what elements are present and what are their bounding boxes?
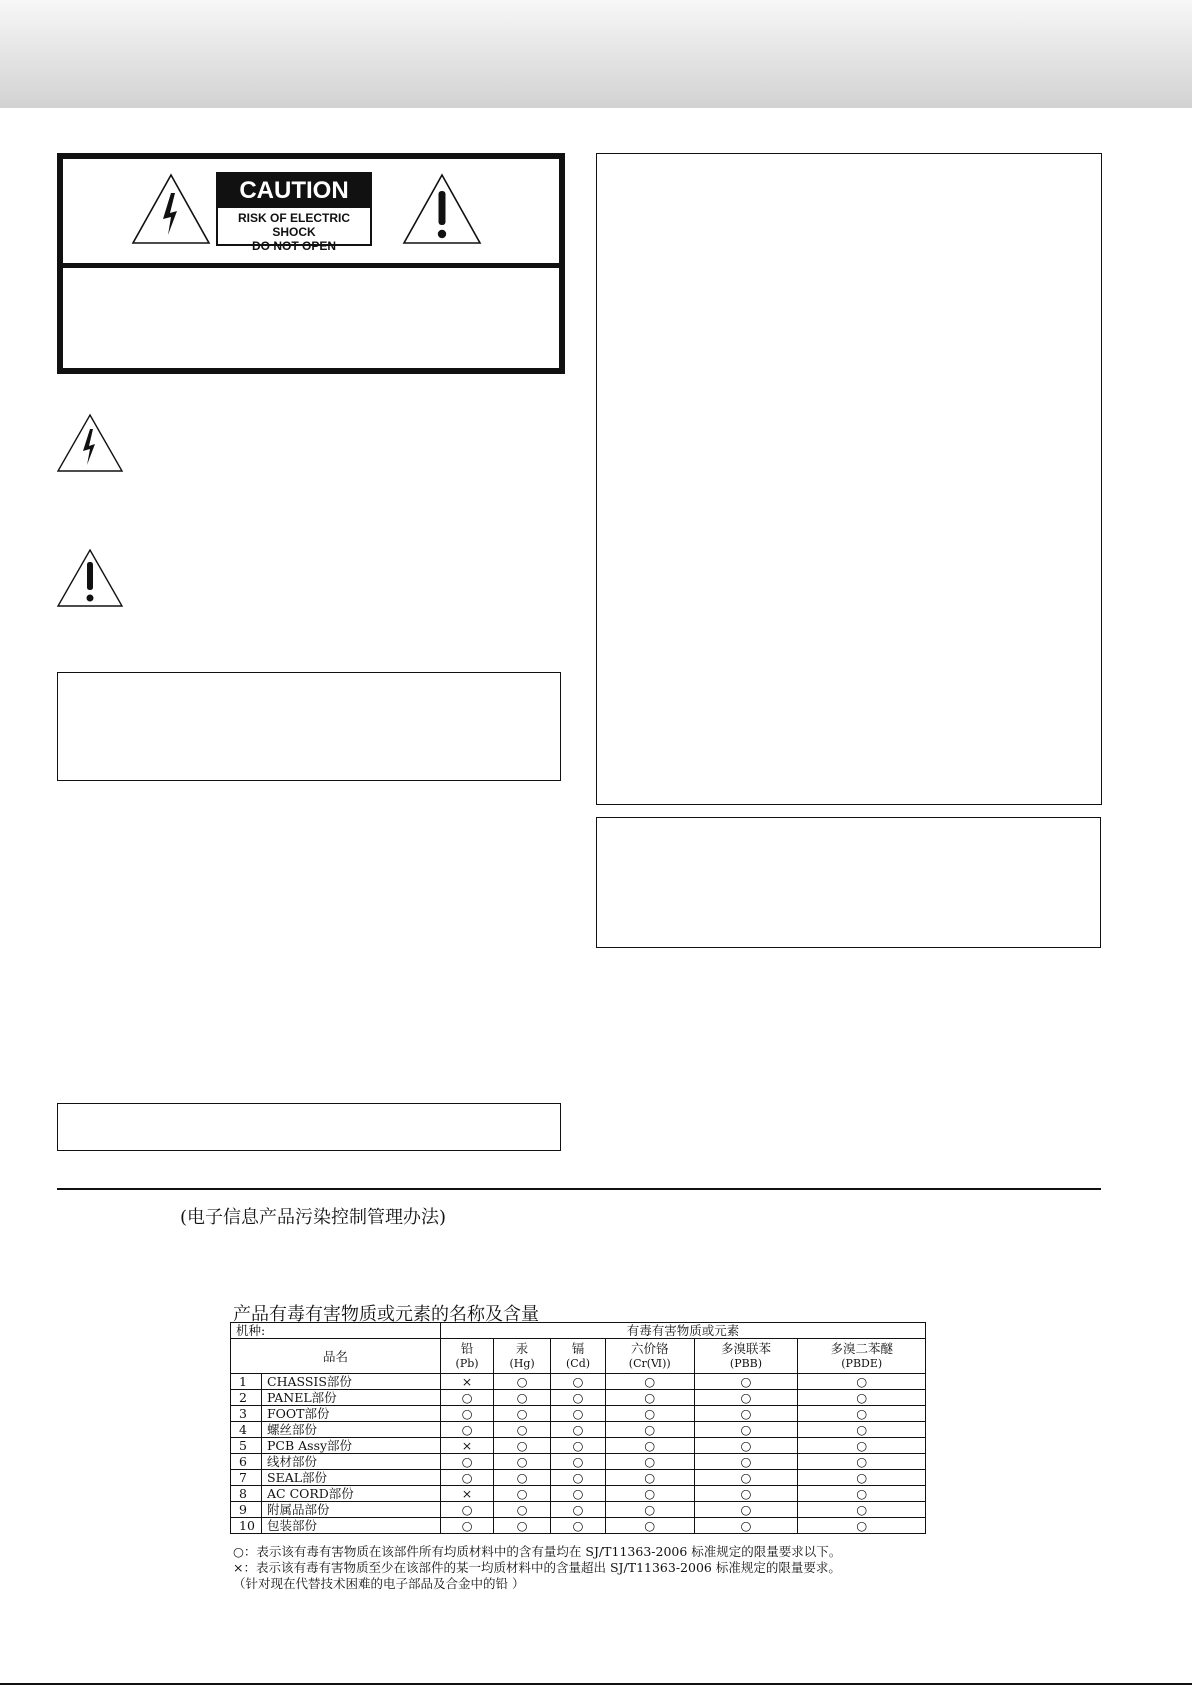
substance-column-header — [694, 1339, 798, 1374]
substance-mark: ○ — [441, 1406, 494, 1422]
exclamation-warning-icon — [402, 173, 482, 245]
hazard-table-title: 产品有毒有害物质或元素的名称及含量 — [233, 1304, 539, 1325]
substance-column-header — [798, 1339, 926, 1374]
substance-name: 多溴联苯 — [720, 1341, 771, 1356]
substance-mark: ○ — [694, 1470, 798, 1486]
part-name: PANEL部份 — [262, 1390, 441, 1406]
row-number: 7 — [231, 1470, 262, 1486]
substance-mark: ○ — [551, 1374, 606, 1390]
substance-mark: ○ — [694, 1502, 798, 1518]
substance-mark: ○ — [494, 1390, 551, 1406]
part-name: FOOT部份 — [262, 1406, 441, 1422]
substance-mark: ○ — [605, 1390, 694, 1406]
substance-column-header — [605, 1339, 694, 1374]
substance-mark: ○ — [494, 1406, 551, 1422]
substance-column-header — [551, 1339, 606, 1374]
right-lower-notice-box — [596, 817, 1101, 948]
substance-mark: ○ — [694, 1518, 798, 1534]
right-notice-box — [596, 153, 1102, 805]
caution-warning-box — [57, 153, 565, 374]
substance-mark: ○ — [551, 1470, 606, 1486]
row-number: 10 — [231, 1518, 262, 1534]
substance-mark: ○ — [551, 1502, 606, 1518]
substance-mark: ○ — [605, 1502, 694, 1518]
substance-mark: ○ — [605, 1422, 694, 1438]
table-row — [231, 1390, 926, 1406]
part-name: 附属品部份 — [262, 1502, 441, 1518]
lightning-symbol-icon — [56, 413, 124, 473]
substance-group-header: 有毒有害物质或元素 — [441, 1323, 926, 1339]
table-row — [231, 1454, 926, 1470]
substance-mark: ○ — [441, 1422, 494, 1438]
substance-mark: ○ — [441, 1470, 494, 1486]
substance-mark: ○ — [551, 1518, 606, 1534]
substance-mark: ○ — [441, 1518, 494, 1534]
substance-mark: ○ — [494, 1502, 551, 1518]
part-name: CHASSIS部份 — [262, 1374, 441, 1390]
substance-mark: ○ — [694, 1486, 798, 1502]
left-notice-box — [57, 672, 561, 781]
substance-mark: ○ — [441, 1502, 494, 1518]
caution-title: CAUTION — [218, 174, 370, 208]
caution-label — [216, 172, 372, 253]
part-name: PCB Assy部份 — [262, 1438, 441, 1454]
substance-mark: ○ — [605, 1438, 694, 1454]
row-number: 9 — [231, 1502, 262, 1518]
lightning-warning-icon — [131, 173, 211, 245]
substance-name: 铅 — [460, 1341, 474, 1356]
table-row — [231, 1374, 926, 1390]
footnote-cross: ×：表示该有毒有害物质至少在该部件的某一均质材料中的含量超出 SJ/T11363-2006 标准规定的限量要求。 — [233, 1560, 841, 1575]
row-number: 8 — [231, 1486, 262, 1502]
table-row — [231, 1422, 926, 1438]
substance-mark: ○ — [605, 1406, 694, 1422]
substance-mark: ○ — [798, 1422, 926, 1438]
row-number: 2 — [231, 1390, 262, 1406]
substance-name: 六价铬 — [630, 1341, 669, 1356]
table-header-row — [231, 1323, 926, 1339]
substance-mark: ○ — [494, 1438, 551, 1454]
substance-mark: ○ — [798, 1486, 926, 1502]
substance-name: 镉 — [571, 1341, 585, 1356]
substance-mark: ○ — [551, 1454, 606, 1470]
table-row — [231, 1470, 926, 1486]
substance-symbol: (PBDE) — [841, 1357, 883, 1370]
substance-mark: ○ — [694, 1390, 798, 1406]
substance-mark: ○ — [798, 1518, 926, 1534]
part-name: AC CORD部份 — [262, 1486, 441, 1502]
substance-mark: ○ — [441, 1390, 494, 1406]
substance-mark: ○ — [605, 1518, 694, 1534]
row-number: 3 — [231, 1406, 262, 1422]
row-number: 5 — [231, 1438, 262, 1454]
substance-mark: ○ — [441, 1454, 494, 1470]
substance-symbol: (Pb) — [455, 1357, 479, 1370]
substance-mark: ○ — [798, 1390, 926, 1406]
substance-mark: ○ — [551, 1390, 606, 1406]
substance-name: 多溴二苯醚 — [830, 1341, 893, 1356]
left-small-notice-box — [57, 1103, 561, 1151]
table-row — [231, 1406, 926, 1422]
substance-symbol: (PBB) — [729, 1357, 763, 1370]
substance-mark: ○ — [694, 1374, 798, 1390]
substance-mark: ○ — [551, 1406, 606, 1422]
substance-mark: ○ — [494, 1486, 551, 1502]
substance-symbol: (Cd) — [565, 1357, 591, 1370]
substance-mark: × — [441, 1374, 494, 1390]
hazardous-substance-table — [230, 1322, 926, 1534]
substance-mark: ○ — [694, 1438, 798, 1454]
part-name-header: 品名 — [231, 1339, 441, 1374]
substance-mark: ○ — [798, 1438, 926, 1454]
substance-symbol: (Hg) — [509, 1357, 535, 1370]
substance-name: 汞 — [515, 1341, 529, 1356]
table-footnotes — [233, 1544, 841, 1592]
section-divider — [57, 1188, 1101, 1190]
substance-mark: ○ — [798, 1406, 926, 1422]
substance-mark: ○ — [494, 1470, 551, 1486]
table-row — [231, 1486, 926, 1502]
substance-column-header — [441, 1339, 494, 1374]
caution-label-row — [63, 159, 559, 268]
substance-mark: ○ — [605, 1374, 694, 1390]
substance-mark: ○ — [798, 1374, 926, 1390]
substance-mark: ○ — [494, 1518, 551, 1534]
footnote-exemption: （针对现在代替技术困难的电子部品及合金中的铅 ） — [233, 1576, 525, 1591]
substance-column-header — [494, 1339, 551, 1374]
substance-mark: ○ — [551, 1422, 606, 1438]
substance-mark: ○ — [694, 1422, 798, 1438]
row-number: 6 — [231, 1454, 262, 1470]
substance-mark: × — [441, 1486, 494, 1502]
substance-mark: ○ — [605, 1486, 694, 1502]
table-column-header-row — [231, 1339, 926, 1374]
table-row — [231, 1438, 926, 1454]
substance-mark: ○ — [798, 1470, 926, 1486]
table-body — [231, 1374, 926, 1534]
row-number: 4 — [231, 1422, 262, 1438]
substance-symbol: (Cr(Ⅵ)) — [628, 1357, 671, 1370]
model-label: 机种: — [231, 1323, 441, 1339]
substance-mark: ○ — [798, 1454, 926, 1470]
substance-mark: ○ — [494, 1374, 551, 1390]
row-number: 1 — [231, 1374, 262, 1390]
substance-mark: ○ — [605, 1454, 694, 1470]
substance-mark: × — [441, 1438, 494, 1454]
regulation-name: (电子信息产品污染控制管理办法) — [180, 1207, 447, 1228]
footnote-circle: ○：表示该有毒有害物质在该部件所有均质材料中的含有量均在 SJ/T11363-2006 标准规定的限量要求以下。 — [233, 1544, 842, 1559]
caution-line-open: DO NOT OPEN — [251, 239, 336, 253]
caution-line-shock: RISK OF ELECTRIC SHOCK — [237, 211, 350, 239]
part-name: 包装部份 — [262, 1518, 441, 1534]
substance-mark: ○ — [551, 1438, 606, 1454]
part-name: 线材部份 — [262, 1454, 441, 1470]
substance-mark: ○ — [494, 1454, 551, 1470]
substance-mark: ○ — [494, 1422, 551, 1438]
page-header-band — [0, 0, 1192, 108]
table-row — [231, 1518, 926, 1534]
part-name: 螺丝部份 — [262, 1422, 441, 1438]
substance-mark: ○ — [694, 1454, 798, 1470]
substance-mark: ○ — [605, 1470, 694, 1486]
part-name: SEAL部份 — [262, 1470, 441, 1486]
substance-mark: ○ — [551, 1486, 606, 1502]
substance-mark: ○ — [798, 1502, 926, 1518]
substance-mark: ○ — [694, 1406, 798, 1422]
exclamation-symbol-icon — [56, 548, 124, 608]
table-row — [231, 1502, 926, 1518]
